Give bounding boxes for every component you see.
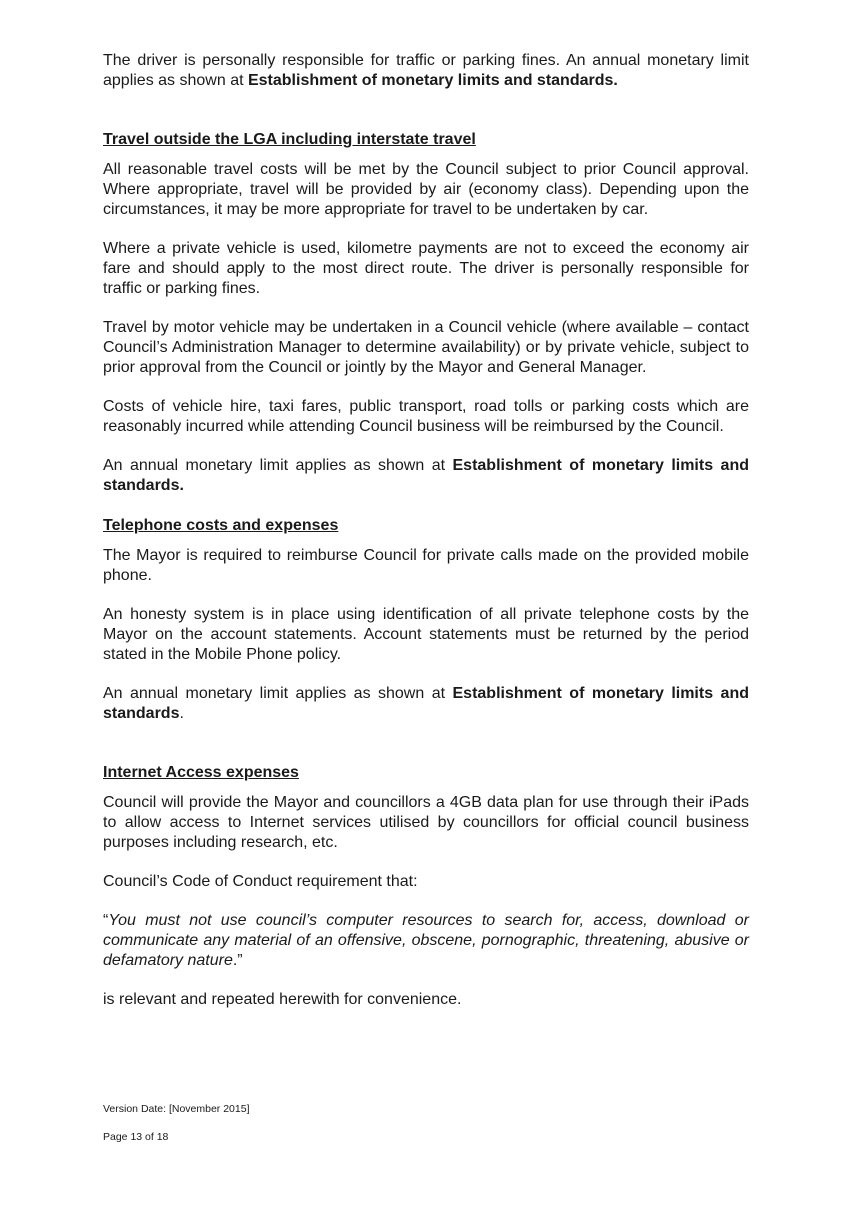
internet-paragraph-1: Council will provide the Mayor and councillors a 4GB data plan for use through their iPads to allow access to Internet services utilised by councillors for official council business purposes including research, etc. [103, 794, 749, 851]
quote-close-mark: .” [232, 952, 243, 969]
telephone-paragraph-1: The Mayor is required to reimburse Council for private calls made on the provided mobile phone. [103, 547, 749, 584]
internet-paragraph-2: Council’s Code of Conduct requirement that: [103, 873, 418, 890]
intro-paragraph [103, 51, 749, 91]
intro-text: The driver is personally responsible for traffic or parking fines. An annual monetary limit applies as shown at [103, 52, 749, 89]
telephone-limit-end: . [179, 705, 184, 722]
travel-paragraph-3: Travel by motor vehicle may be undertaken in a Council vehicle (where available – contact Council’s Administration Manager to determine availability) or by private vehicle, subject to prior approval from the Council or jointly by the Mayor and General Manager. [103, 319, 749, 376]
document-body [103, 51, 749, 1010]
telephone-limit-bold-reference: Establishment of monetary limits and standards [103, 685, 749, 722]
footer-page-number: Page 13 of 18 [103, 1131, 169, 1143]
quote-open-mark: “ [103, 912, 109, 929]
travel-paragraph-1: All reasonable travel costs will be met by the Council subject to prior Council approval. Where appropriate, travel will be provided by air (economy class). Depending upon the circumstances, it may be more appropriate for travel to be undertaken by car. [103, 161, 749, 218]
telephone-paragraph-2: An honesty system is in place using identification of all private telephone costs by the Mayor on the account statements. Account statements must be returned by the period stated in the Mobile Phone policy. [103, 606, 749, 663]
travel-paragraph-4: Costs of vehicle hire, taxi fares, public transport, road tolls or parking costs which are reasonably incurred while attending Council business will be reimbursed by the Council. [103, 398, 749, 435]
intro-bold-reference: Establishment of monetary limits and standards. [247, 72, 618, 89]
travel-heading: Travel outside the LGA including interstate travel [103, 131, 476, 148]
telephone-paragraph-3 [103, 684, 749, 724]
internet-paragraph-3: is relevant and repeated herewith for convenience. [103, 991, 462, 1008]
travel-paragraph-2: Where a private vehicle is used, kilometre payments are not to exceed the economy air fare and should apply to the most direct route. The driver is personally responsible for traffic or parking fines. [103, 240, 749, 297]
travel-limit-bold-reference: Establishment of monetary limits and standards. [103, 457, 749, 494]
code-of-conduct-quote [103, 911, 749, 971]
travel-paragraph-5 [103, 456, 749, 496]
travel-limit-text: An annual monetary limit applies as shown at [103, 457, 453, 474]
footer-version-date: Version Date: [November 2015] [103, 1103, 250, 1115]
internet-heading: Internet Access expenses [103, 764, 299, 781]
telephone-heading: Telephone costs and expenses [103, 517, 339, 534]
quote-text: You must not use council’s computer resources to search for, access, download or communicate any material of an offensive, obscene, pornographic, threatening, abusive or defamatory nature [103, 912, 749, 969]
telephone-limit-text: An annual monetary limit applies as shown at [103, 685, 453, 702]
